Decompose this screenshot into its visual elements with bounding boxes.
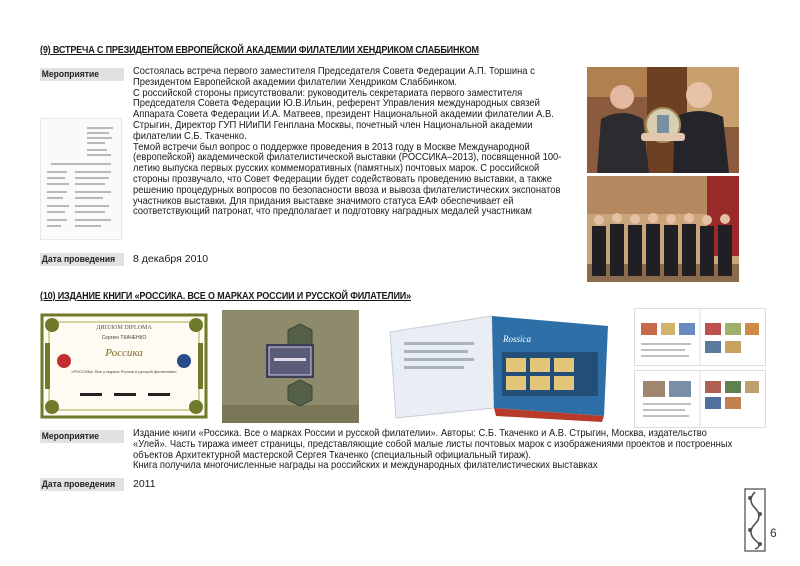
- document-scan-image: [40, 118, 122, 240]
- date-label-bar: [40, 478, 124, 491]
- diploma-image: [40, 313, 208, 419]
- book-brand-label: Rossica: [503, 334, 531, 344]
- paragraph: Книга получила многочисленные награды на российских и международных филателистических выставках: [133, 460, 598, 472]
- event-label-bar: [40, 430, 124, 443]
- book-spread-thumbnail-top: [634, 308, 766, 366]
- open-book-photo: [382, 312, 618, 424]
- event-label-bar: [40, 68, 124, 81]
- section-9-title: (9) ВСТРЕЧА С ПРЕЗИДЕНТОМ ЕВРОПЕЙСКОЙ АКАДЕМИИ ФИЛАТЕЛИИ ХЕНДРИКОМ СЛАББИНКОМ: [40, 44, 479, 56]
- diploma-recipient: Сергею ТКАЧЕНКО: [101, 335, 147, 341]
- event-label: Мероприятие: [41, 69, 99, 80]
- page-number: 6: [770, 526, 777, 540]
- group-photo-image: [587, 176, 739, 282]
- section-10-title: (10) ИЗДАНИЕ КНИГИ «РОССИКА. ВСЕ О МАРКАХ РОССИИ И РУССКОЙ ФИЛАТЕЛИИ»: [40, 290, 411, 302]
- date-label: Дата проведения: [41, 479, 116, 490]
- paragraph: Темой встречи был вопрос о поддержке проведения в 2013 году в Москве Международной (европейской) академической филателистической выставки (РОССИКА–2013), посвященной 100-летию выпуска первых русских коммеморативных (памятных) почтовых марок. С российской стороны прозвучало, что Совет Федерации будет содействовать проведению выставки, а также решению процедурных вопросов по безопасности ввоза и вывоза филателистических экспонатов участников выставки. Для придания выставке значимого статуса ЕАФ обеспечивает ей соответствующий патронат, что предполагает и подготовку наградных медалей участникам: [133, 141, 562, 218]
- paragraph: С российской стороны присутствовали: руководитель секретариата первого заместителя Председателя Совета Федерации Ю.В.Ильин, референт Управления международных связей Аппарата Совета Федерации И.А. Матвеев, президент Национальной академии филателии А.В. Стрыгин, Директор ГУП НИиПИ Генплана Москвы, почетный член Национальной академии филателии С.Б. Ткаченко.: [133, 87, 554, 142]
- handshake-photo-image: [587, 67, 739, 173]
- diploma-brand: Россика: [105, 347, 143, 359]
- book-cover-photo: [222, 310, 359, 423]
- paragraph: Состоялась встреча первого заместителя Председателя Совета Федерации А.П. Торшина с Президентом Европейской академии филателии Хендриком Слаббинком.: [133, 66, 535, 88]
- date-label: Дата проведения: [41, 254, 116, 265]
- open-book-image: [382, 312, 618, 424]
- delegation-group-photo: [587, 176, 739, 282]
- meeting-handshake-photo: [587, 67, 739, 173]
- spread-bottom-image: [635, 371, 765, 427]
- date-label-bar: [40, 253, 124, 266]
- spread-top-image: [635, 309, 765, 365]
- section-9-description: [133, 67, 570, 218]
- book-cover-image: [222, 310, 359, 423]
- publication-date: 2011: [133, 478, 156, 490]
- section-10-description: [133, 429, 736, 472]
- event-label: Мероприятие: [41, 431, 99, 442]
- page-ornament-icon: [744, 488, 766, 552]
- diploma-heading: ДИПЛОМ DIPLOMA: [96, 325, 152, 331]
- event-date: 8 декабря 2010: [133, 253, 209, 265]
- paragraph: Издание книги «Россика. Все о марках России и русской филателии». Авторы: С.Б. Ткаченко и А.В. Стрыгин, Москва, издательство «Улей». Часть тиража имеет страницы, представляющие собой малые листы почтовых марок с изображениями проектов и построенных объектов Архитектурной мастерской Сергея Ткаченко (специальный официальный тираж).: [133, 428, 733, 461]
- document-lines: [41, 119, 121, 239]
- ornament-icon: [744, 488, 766, 552]
- diploma-caption: «РОССИКА. Все о марках России и русской филателии»: [71, 369, 177, 374]
- book-spread-thumbnail-bottom: [634, 370, 766, 428]
